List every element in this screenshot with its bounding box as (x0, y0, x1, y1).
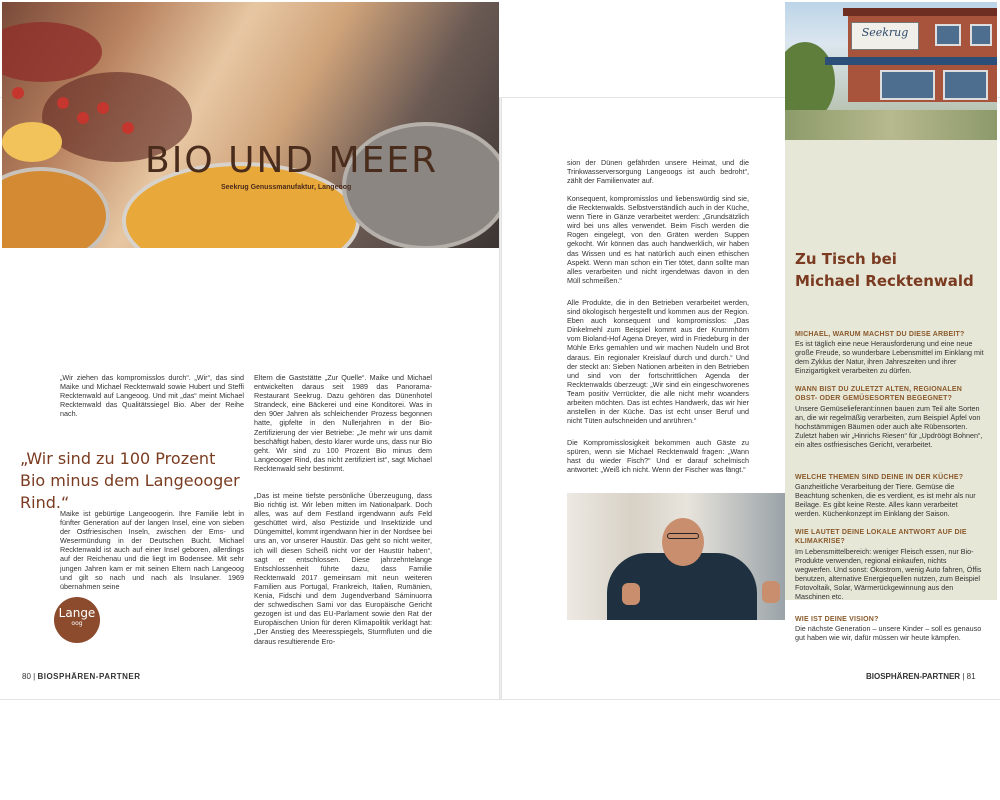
sidebar-title: Zu Tisch bei Michael Recktenwald (795, 250, 974, 290)
right-paragraph-4: Die Kompromisslosigkeit bekommen auch Gäste zu spüren, wenn sie Michael Recktenwald fragen: „Wann hast du wieder Fisch?“ Und er darauf schelmisch antwortet: „Weiß ich nicht. Wenn der Fischer was fängt.“ (567, 438, 749, 475)
sidebar-answer-3: Ganzheitliche Verarbeitung der Tiere. Gemüse die Beachtung schenken, die es verdient, es ist mehr als nur Beilage. Es gibt keine Reste. Alles kann verarbeitet werden. Küchenkonzept im Einklang der Saison. (795, 482, 976, 519)
sidebar-question-2: WANN BIST DU ZULETZT ALTEN, REGIONALEN OBST- ODER GEMÜSESORTEN BEGEGNET? (795, 386, 963, 402)
body-column-2a: Eltern die Gaststätte „Zur Quelle“. Maike und Michael entwickelten daraus seit 1989 das Panorama-Restaurant Seekrug. Dazu gehören das Dünenhotel Strandeck, eine Bäckerei und eine Konditorei. Was in den 90er Jahren als schleichender Prozess begonnen hatte, gipfelte in den Nullerjahren in der Bio-Zertifizierung der vier Betriebe: „Je mehr wir uns damit beschäftigt haben, desto klarer wurde uns, dass nur Bio geht. Wir sind zu 100 Prozent Bio minus dem Langeooger Rind, das nicht zertifiziert ist“, sagt Michael Recktenwald sehr bestimmt. (254, 373, 432, 473)
sidebar-answer-4: Im Lebensmittelbereich: weniger Fleisch essen, nur Bio-Produkte verwenden, regional einkaufen, nichts wegwerfen. Und sonst: Ökostrom, wenig Auto fahren, Öffis benutzen, alternative Energiequellen nutzen, zum Beispiel Fotovoltaik, Solar, Wärmerückgewinnung aus den Maschinen etc. (795, 547, 982, 602)
left-page-number: 80 (22, 672, 31, 681)
right-folio: BIOSPHÄREN-PARTNER | 81 (866, 672, 976, 681)
pull-quote: „Wir sind zu 100 Prozent Bio minus dem Langeooger Rind.“ (20, 449, 240, 512)
left-page-label: BIOSPHÄREN-PARTNER (37, 672, 141, 681)
left-folio: 80 | BIOSPHÄREN-PARTNER (22, 672, 141, 681)
right-page-label: BIOSPHÄREN-PARTNER (866, 672, 961, 681)
right-page-number: 81 (966, 672, 976, 681)
article-title: BIO UND MEER (145, 140, 439, 181)
sidebar-answer-1: Es ist täglich eine neue Herausforderung und eine neue große Freude, so wunderbare Lebensmittel im Einklang mit dem Zyklus der Natur, ihren Jahreszeiten und ihrer Einzigartigkeit verarbeiten zu dürfen. (795, 339, 984, 376)
body-column-2b: „Das ist meine tiefste persönliche Überzeugung, dass Bio richtig ist. Wir leben mitten im Nationalpark. Doch alles, was auf dem Festland irgendwann aufs Feld geschüttet wird, also Pestizide und Insektizide und Düngemittel, kommt irgendwann hier in der Nordsee bei uns an, vor unserer Haustür. Das geht so nicht weiter, ich will diesen Scheiß nicht vor der Haustür haben“, sagt er entschlossen. Diese jahrzehntelange Entschlossenheit führte dazu, dass Familie Recktenwald 2017 gemeinsam mit neun weiteren Familien aus Portugal, Frankreich, Italien, Rumänien, Kenia, Fidschi und dem Jugendverband Sáminuorra der schwedischen Sami vor das Europäische Gericht gezogen ist und das EU-Parlament sowie den Rat der Europäischen Union für deren Klimapolitik verklagt hat: „Der Anstieg des Meeresspiegels, Sturmfluten und die daraus resultierende Ero- (254, 491, 432, 646)
chef-portrait-photo (567, 493, 785, 620)
badge-bottom-text: oog (71, 620, 83, 627)
sidebar-question-3: WELCHE THEMEN SIND DEINE IN DER KÜCHE? (795, 474, 964, 481)
sidebar-question-1: MICHAEL, WARUM MACHST DU DIESE ARBEIT? (795, 331, 965, 338)
seekrug-sign: Seekrug (851, 22, 919, 50)
seekrug-building-photo (785, 2, 997, 140)
sidebar-question-4: WIE LAUTET DEINE LOKALE ANTWORT AUF DIE KLIMAKRISE? (795, 529, 967, 545)
langeoog-badge (54, 597, 100, 643)
sidebar-answer-5: Die nächste Generation – unsere Kinder – soll es genauso gut haben wie wir, dafür müssen wir heute kämpfen. (795, 624, 982, 643)
right-paragraph-2: Konsequent, kompromisslos und liebenswürdig sind sie, die Recktenwalds. Selbstverständlich auch in der Küche, wenn Tiere in Gänze verarbeitet werden: „Grundsätzlich wird bei uns alles verwendet. Beim Fisch werden die Rogen eingelegt, von den Gräten werden Suppen gekocht. Wir können das auch handwerklich, wir haben das Wissen und es hat natürlich auch einen ethischen Aspekt. Wenn man schon ein Tier tötet, dann sollte man alles verarbeiten und nicht irgendetwas davon in den Müll schmeißen.“ (567, 194, 749, 285)
page-gutter (499, 98, 502, 699)
hero-photo-pastries (2, 2, 499, 248)
sidebar-answer-2: Unsere Gemüselieferant:innen bauen zum Teil alte Sorten an, die wir regelmäßig verarbeiten, zum Beispiel Äpfel von hochstämmigen Bäumen oder auch alte Rübensorten. Zuletzt haben wir „Hinrichs Riesen“ für „Updröögt Bohnen“, ein altes ostfriesisches Gericht, verarbeitet. (795, 404, 983, 450)
right-paragraph-3: Alle Produkte, die in den Betrieben verarbeitet werden, sind ökologisch hergestellt und kommen aus der Region. Eben auch konsequent und kompromisslos: „Das Dinkelmehl zum Beispiel kommt aus der Krummhörn vom Bioland-Hof Agena Dreyer, wird in Friedeburg in der Mühle Erks gemahlen und wir machen Nudeln und Brot daraus. Ein regionaler Kreislauf durch und durch.“ Und der steckt an: Sieben Nationen arbeiten in den Betrieben und sind von der fortschrittlichen Agenda der Recktenwalds überzeugt: „Wir sind ein eingeschworenes Team positiv Verrückter, die alle nicht mehr woanders arbeiten möchten. Das ist echtes Handwerk, das wir hier anstellen in der Küche. Das ist echt unser Beruf und nicht Tüten aufschneiden und anrühren.“ (567, 298, 749, 426)
sidebar-question-5: WIE IST DEINE VISION? (795, 616, 879, 623)
badge-top-text: Lange (58, 606, 96, 620)
intro-paragraph: „Wir ziehen das kompromisslos durch“. „Wir“, das sind Maike und Michael Recktenwald sowie Hubert und Steffi Recktenwald auf Langeoog. Und mit „das“ meint Michael Recktenwald das Qualitätssiegel Bio. Aber der Reihe nach. (60, 373, 244, 419)
body-column-1: Maike ist gebürtige Langeoogerin. Ihre Familie lebt in fünfter Generation auf der langen Insel, eine von sieben der Ostfriesischen Inseln, zwischen der Ems- und Wesermündung in der Deutschen Bucht. Michael Recktenwald ist auch auf einer Insel geboren, allerdings auf der Reichenau und die liegt im Bodensee. Mit sehr jungen Jahren kam er mit seinen Eltern nach Langeoog und gilt so nach und nach als Insulaner. 1969 übernahmen seine (60, 509, 244, 591)
article-subtitle: Seekrug Genussmanufaktur, Langeoog (221, 184, 352, 191)
right-paragraph-1: sion der Dünen gefährden unsere Heimat, und die Trinkwasserversorgung Langeoogs ist auch bedroht“, zählt der Familienvater auf. (567, 158, 749, 186)
